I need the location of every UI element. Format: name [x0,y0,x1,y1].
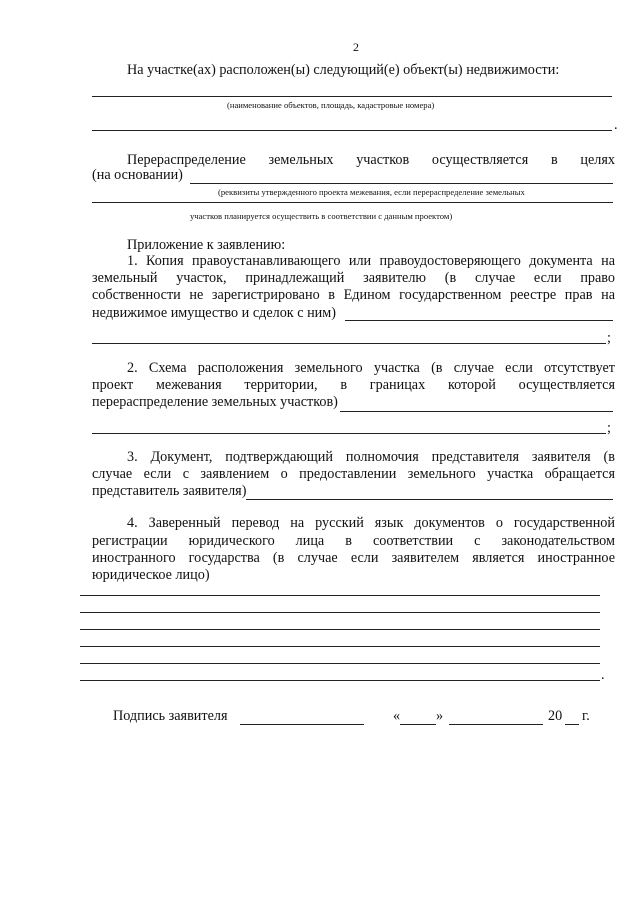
item3-line-1: 3. Документ, подтверждающий полномочия представителя заявителя (в [127,449,615,465]
redistribution-line-a[interactable] [190,183,613,184]
item2-field-line-a[interactable] [340,411,613,412]
item4-line-1: 4. Заверенный перевод на русский язык документов о государственной [127,515,615,531]
page-number: 2 [353,40,359,54]
redistribution-caption-2: участков планируется осуществить в соответствии с данным проектом) [190,211,453,221]
item4-field-line-6[interactable] [80,680,600,681]
date-day-line[interactable] [400,724,436,725]
item2-line-3: перераспределение земельных участков) [92,394,338,410]
objects-heading: На участке(ах) расположен(ы) следующий(е) объект(ы) недвижимости: [127,62,560,78]
item4-field-line-5[interactable] [80,663,600,664]
objects-caption: (наименование объектов, площадь, кадастровые номера) [227,100,435,110]
item1-line-4: недвижимое имущество и сделок с ним) [92,305,336,321]
item4-end-mark: . [601,667,605,683]
redistribution-caption-1: (реквизиты утвержденного проекта межевания, если перераспределение земельных [218,187,525,197]
date-quote-close: » [436,708,444,724]
item2-line-2: проект межевания территории, в границах которой осуществляется [92,377,615,393]
date-quote-open: « [393,708,401,724]
item4-field-line-1[interactable] [80,595,600,596]
item4-field-line-4[interactable] [80,646,600,647]
item4-field-line-2[interactable] [80,612,600,613]
attachments-heading: Приложение к заявлению: [127,237,286,253]
year-prefix: 20 [548,708,563,724]
redistribution-line-b[interactable] [92,202,613,203]
item2-line-1: 2. Схема расположения земельного участка (в случае если отсутствует [127,360,615,376]
signature-label: Подпись заявителя [113,708,228,724]
objects-line-1[interactable] [92,96,612,97]
item4-line-4: юридическое лицо) [92,567,210,583]
item3-line-2: случае если с заявлением о предоставлении земельного участка обращается [92,466,615,482]
item1-line-2: земельный участок, принадлежащий заявителю (в случае если право [92,270,615,286]
item1-line-1: 1. Копия правоустанавливающего или правоудостоверяющего документа на [127,253,615,269]
item1-line-3: собственности не зарегистрировано в Едином государственном реестре прав на [92,287,615,303]
signature-line[interactable] [240,724,364,725]
item4-field-line-3[interactable] [80,629,600,630]
item4-line-3: иностранного государства (в случае если заявителем является иностранное [92,550,615,566]
item4-line-2: регистрации юридического лица в соответствии с законодательством [92,533,615,549]
redistribution-basis-label: (на основании) [92,167,183,183]
item1-semicolon: ; [607,330,611,346]
item1-field-line-b[interactable] [92,343,606,344]
redistribution-line-1: Перераспределение земельных участков осуществляется в целях [127,152,615,168]
item2-field-line-b[interactable] [92,433,606,434]
item2-semicolon: ; [607,420,611,436]
year-line[interactable] [565,724,579,725]
year-suffix: г. [582,708,590,724]
date-month-line[interactable] [449,724,543,725]
objects-line-2[interactable] [92,130,612,131]
item3-field-line[interactable] [246,499,613,500]
objects-end-mark: . [614,117,618,133]
item1-field-line-a[interactable] [345,320,613,321]
item3-line-3: представитель заявителя) [92,483,247,499]
